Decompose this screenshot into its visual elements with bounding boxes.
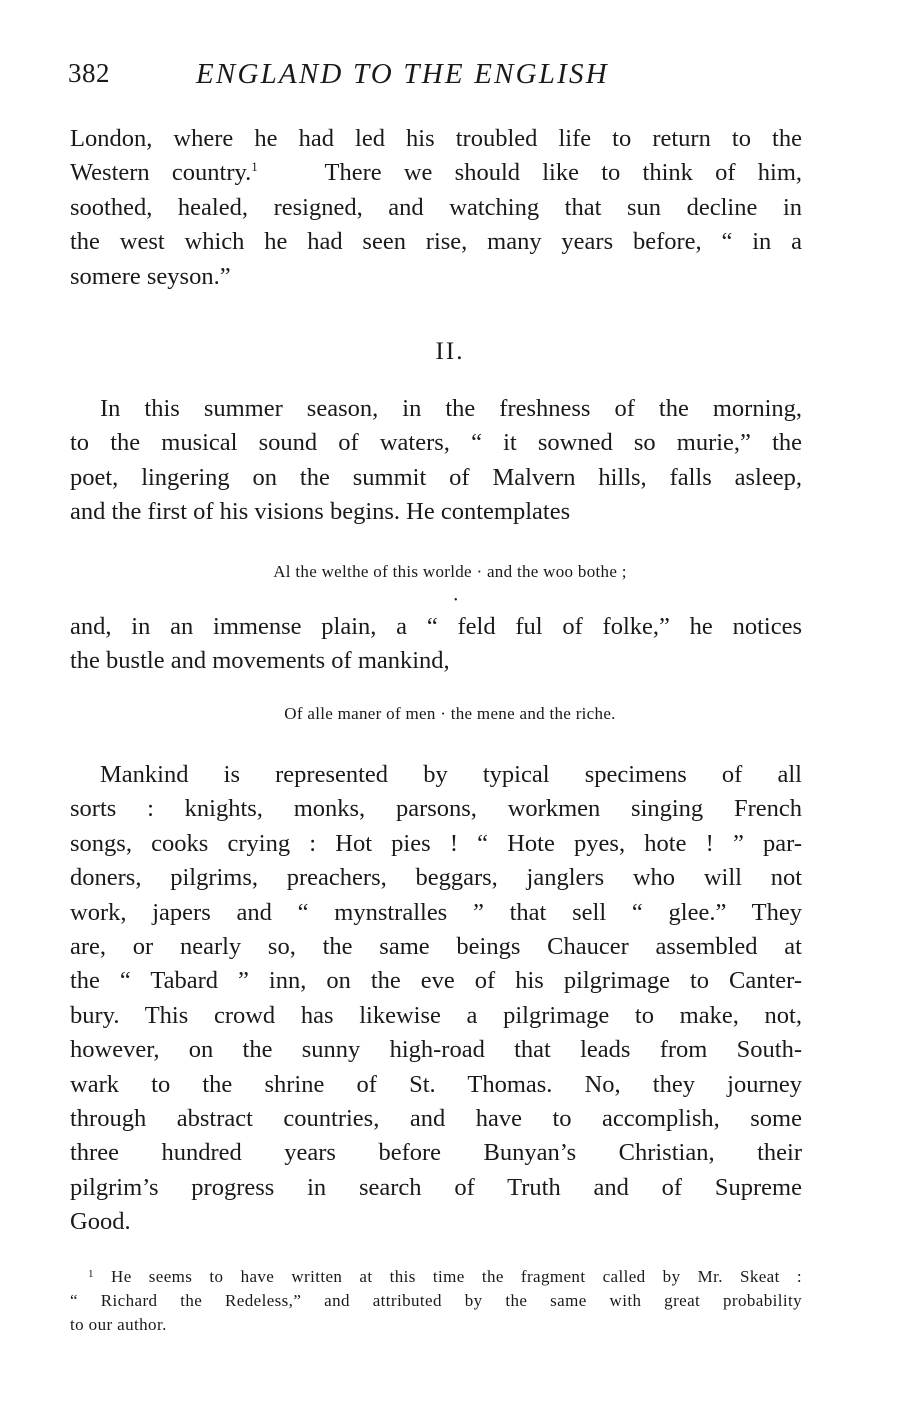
text-line: Good.: [70, 1208, 131, 1236]
text-line: however, on the sunny high-road that leads from South-: [70, 1036, 802, 1064]
paragraph-2: [70, 392, 802, 530]
verse-mark: •: [454, 595, 458, 606]
text-line: poet, lingering on the summit of Malvern hills, falls asleep,: [70, 463, 802, 491]
text-line: songs, cooks crying : Hot pies ! “ Hote pyes, hote ! ” par-: [70, 829, 802, 857]
verse-quotation-2: Of alle maner of men · the mene and the riche.: [284, 704, 616, 723]
text-line: doners, pilgrims, preachers, beggars, janglers who will not: [70, 864, 802, 892]
text-line: In this summer season, in the freshness of the morning,: [100, 395, 802, 422]
text-line: through abstract countries, and have to accomplish, some: [70, 1104, 802, 1132]
footnote-marker[interactable]: 1: [251, 159, 258, 175]
verse-quotation-1: Al the welthe of this worlde · and the woo bothe ;: [273, 562, 627, 581]
footnote-marker: 1: [88, 1268, 94, 1280]
text-line: to the musical sound of waters, “ it sowned so murie,” the: [70, 429, 802, 457]
text-line: sorts : knights, monks, parsons, workmen singing French: [70, 795, 802, 823]
running-title: ENGLAND TO THE ENGLISH: [196, 58, 609, 90]
text-segment: There we should like to think of him,: [324, 159, 802, 187]
text-line: the “ Tabard ” inn, on the eve of his pilgrimage to Canter-: [70, 967, 802, 995]
paragraph-3: [70, 610, 802, 679]
text-line: the bustle and movements of mankind,: [70, 647, 450, 675]
text-line: work, japers and “ mynstralles ” that sell “ glee.” They: [70, 898, 802, 926]
text-line: bury. This crowd has likewise a pilgrimage to make, not,: [70, 1001, 802, 1029]
paragraph-4: [70, 758, 802, 1239]
page-number: 382: [68, 58, 110, 88]
footnote-line: to our author.: [70, 1315, 167, 1334]
text-line: three hundred years before Bunyan’s Christian, their: [70, 1139, 802, 1167]
text-line: and, in an immense plain, a “ feld ful of folke,” he notices: [70, 613, 802, 640]
text-line: soothed, healed, resigned, and watching that sun decline in: [70, 193, 802, 221]
text-line: pilgrim’s progress in search of Truth and of Supreme: [70, 1173, 802, 1201]
text-line: London, where he had led his troubled life to return to the: [70, 125, 802, 152]
paragraph-1: [70, 122, 802, 294]
text-line: are, or nearly so, the same beings Chaucer assembled at: [70, 932, 802, 960]
footnote-line: “ Richard the Redeless,” and attributed by the same with great probability: [70, 1291, 802, 1310]
text-line: wark to the shrine of St. Thomas. No, they journey: [70, 1070, 802, 1098]
text-segment: Western country.: [70, 159, 252, 187]
text-line: and the first of his visions begins. He contemplates: [70, 498, 571, 526]
footnote: [70, 1265, 802, 1337]
running-head: [68, 58, 808, 98]
footnote-text: He seems to have written at this time the fragment called by Mr. Skeat :: [111, 1267, 802, 1286]
section-heading: II.: [435, 338, 465, 365]
text-line: the west which he had seen rise, many years before, “ in a: [70, 228, 802, 256]
text-line: Mankind is represented by typical specimens of all: [100, 761, 802, 788]
footnote-line: [70, 1265, 802, 1289]
text-line: somere seyson.”: [70, 262, 231, 290]
text-line: [70, 156, 802, 190]
